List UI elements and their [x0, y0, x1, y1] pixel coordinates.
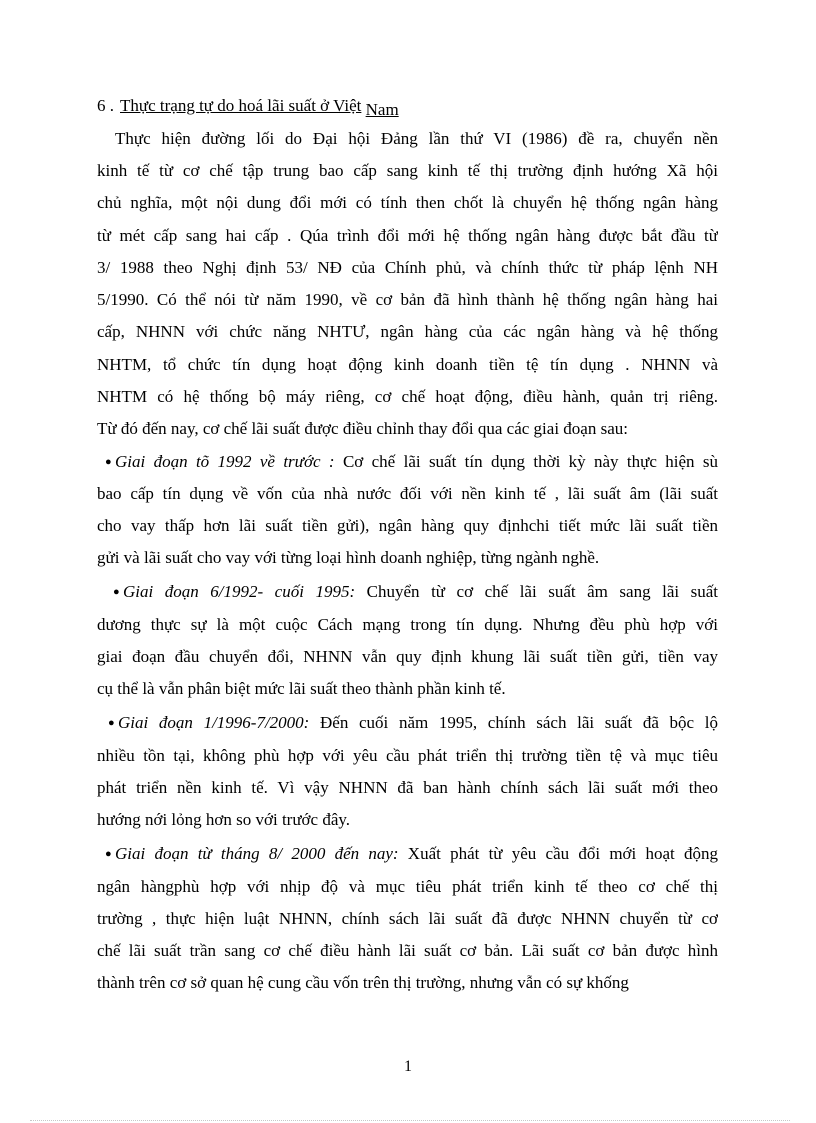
period-first-line [113, 580, 718, 604]
period-text: Chuyển từ cơ chế lãi suất âm sang lãi suất [366, 582, 718, 601]
period-first-line [108, 711, 718, 735]
intro-line: NHTM, tổ chức tín dụng hoạt động kinh doanh tiền tệ tín dụng . NHNN và [97, 355, 718, 374]
period-line: chế lãi suất trần sang cơ chế điều hành lãi suất cơ bản. Lãi suất cơ bản được hình [97, 941, 718, 960]
period-label: Giai đoạn từ tháng 8/ 2000 đến nay: [115, 844, 399, 863]
period-text: Cơ chế lãi suất tín dụng thời kỳ này thực hiện sù [342, 452, 718, 471]
bullet-icon: ● [108, 717, 115, 729]
section-heading [97, 94, 399, 118]
bullet-icon: ● [113, 586, 120, 598]
period-line: cho vay thấp hơn lãi suất tiền gửi), ngân hàng quy địnhchi tiết mức lãi suất tiền [97, 516, 718, 535]
period-line: ngân hàngphù hợp với nhịp độ và mục tiêu phát triển kinh tế theo cơ chế thị [97, 877, 718, 896]
section-title: Thực trạng tự do hoá lãi suất ở Việt [120, 96, 362, 115]
bullet-icon: ● [105, 848, 112, 860]
period-line: bao cấp tín dụng về vốn của nhà nước đối với nền kinh tế , lãi suất âm (lãi suất [97, 484, 718, 503]
section-title-last-word: Nam [365, 100, 399, 119]
period-first-line [105, 842, 718, 866]
period-first-line [105, 450, 718, 474]
period-line: phát triển nền kinh tế. Vì vậy NHNN đã ban hành chính sách lãi suất mới theo [97, 778, 718, 797]
period-line: thành trên cơ sở quan hệ cung cầu vốn trên thị trường, nhưng vẫn có sự khống [97, 973, 629, 992]
period-line: hướng nới lỏng hơn so với trước đây. [97, 810, 351, 829]
page-number: 1 [404, 1058, 412, 1075]
period-label: Giai đoạn 6/1992- cuối 1995: [123, 582, 356, 601]
period-line: dương thực sự là một cuộc Cách mạng trong tín dụng. Nhưng đều phù hợp với [97, 615, 718, 634]
period-text: Xuất phát từ yêu cầu đổi mới hoạt động [407, 844, 718, 863]
period-text: Đến cuối năm 1995, chính sách lãi suất đã bộc lộ [320, 713, 718, 732]
intro-line: kinh tế từ cơ chế tập trung bao cấp sang kinh tế thị trường định hướng Xã hội [97, 161, 718, 180]
intro-line: 5/1990. Có thể nói từ năm 1990, về cơ bản đã hình thành hệ thống ngân hàng hai [97, 290, 718, 309]
intro-line: Thực hiện đường lối do Đại hội Đảng lần thứ VI (1986) đề ra, chuyển nền [115, 129, 718, 148]
period-line: trường , thực hiện luật NHNN, chính sách lãi suất đã được NHNN chuyển từ cơ [97, 909, 718, 928]
section-number: 6 . [97, 96, 114, 115]
intro-line: từ mét cấp sang hai cấp . Qúa trình đổi mới hệ thống ngân hàng được bắt đầu từ [97, 226, 718, 245]
footer-divider [30, 1120, 790, 1121]
period-line: giai đoạn đầu chuyển đổi, NHNN vẫn quy định khung lãi suất tiền gửi, tiền vay [97, 647, 718, 666]
period-line: gửi và lãi suất cho vay với từng loại hình doanh nghiệp, từng ngành nghề. [97, 548, 600, 567]
intro-line: chủ nghĩa, một nội dung đổi mới có tính then chốt là chuyển hệ thống ngân hàng [97, 193, 718, 212]
intro-line: Từ đó đến nay, cơ chế lãi suất được điều chỉnh thay đổi qua các giai đoạn sau: [97, 419, 628, 438]
period-line: cụ thể là vẫn phân biệt mức lãi suất theo thành phần kinh tế. [97, 679, 506, 698]
bullet-icon: ● [105, 456, 112, 468]
intro-line: cấp, NHNN với chức năng NHTƯ, ngân hàng của các ngân hàng và hệ thống [97, 322, 718, 341]
period-line: nhiều tồn tại, không phù hợp với yêu cầu phát triển thị trường tiền tệ và mục tiêu [97, 746, 718, 765]
period-label: Giai đoạn 1/1996-7/2000: [118, 713, 310, 732]
intro-line: NHTM có hệ thống bộ máy riêng, cơ chế hoạt động, điều hành, quản trị riêng. [97, 387, 718, 406]
intro-line: 3/ 1988 theo Nghị định 53/ NĐ của Chính phủ, và chính thức từ pháp lệnh NH [97, 258, 718, 277]
period-label: Giai đoạn tõ 1992 về trước : [115, 452, 335, 471]
